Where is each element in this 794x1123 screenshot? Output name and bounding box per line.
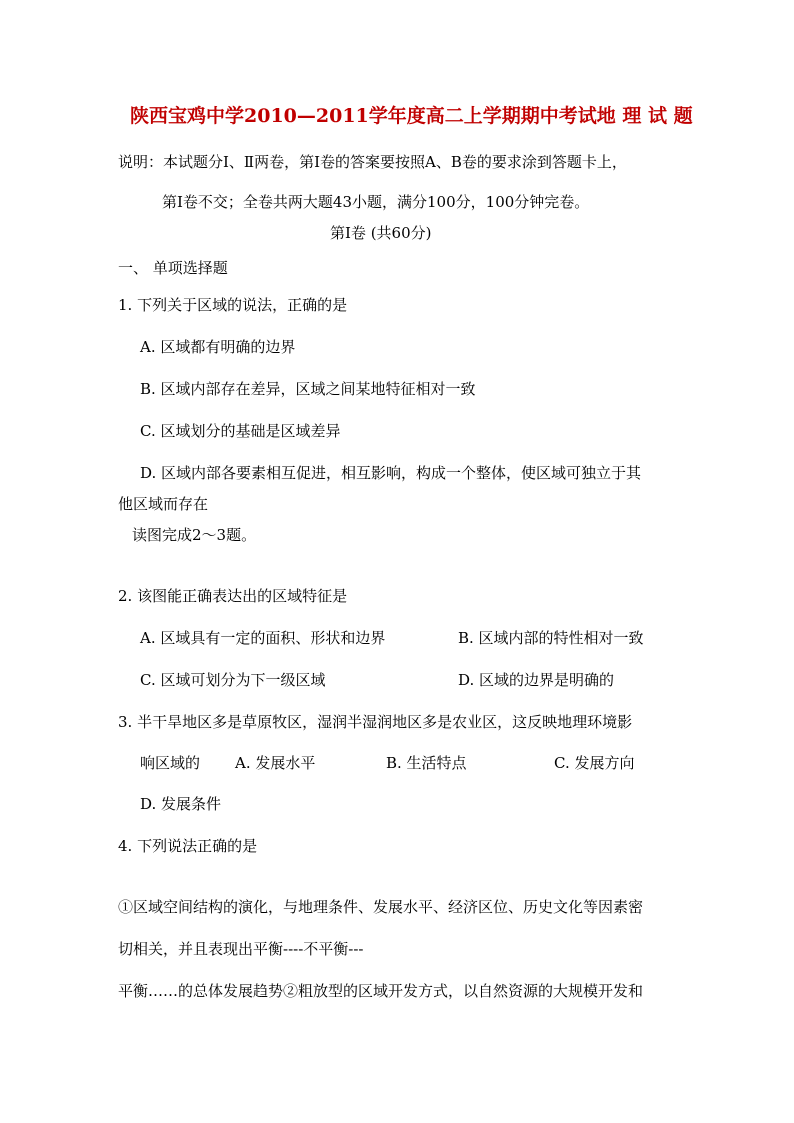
section-title: 第Ⅰ卷 (共60分) <box>330 224 432 242</box>
question-1-option-c: C. 区域划分的基础是区域差异 <box>140 422 341 440</box>
question-3-stem-line-2: 响区域的 <box>140 754 201 772</box>
question-4-paragraph-line-2: 切相关，并且表现出平衡----不平衡--- <box>118 940 364 958</box>
question-3-option-d: D. 发展条件 <box>140 795 222 813</box>
question-4-paragraph-line-1: ①区域空间结构的演化，与地理条件、发展水平、经济区位、历史文化等因素密 <box>118 898 644 916</box>
question-4-paragraph-line-3: 平衡……的总体发展趋势②粗放型的区域开发方式，以自然资源的大规模开发和 <box>118 982 644 1000</box>
question-3-option-a: A. 发展水平 <box>235 754 316 772</box>
question-2-option-b: B. 区域内部的特性相对一致 <box>458 629 644 647</box>
question-2-stem: 2. 该图能正确表达出的区域特征是 <box>118 587 348 605</box>
question-1-option-a: A. 区域都有明确的边界 <box>140 338 296 356</box>
exam-title: 陕西宝鸡中学2010—2011学年度高二上学期期中考试地 理 试 题 <box>130 105 693 127</box>
question-4-stem: 4. 下列说法正确的是 <box>118 837 258 855</box>
read-figure-note: 读图完成2～3题。 <box>132 526 257 544</box>
question-1-option-d-line-1: D. 区域内部各要素相互促进，相互影响，构成一个整体，使区域可独立于其 <box>140 464 642 482</box>
question-3-option-b: B. 生活特点 <box>386 754 467 772</box>
question-2-option-a: A. 区域具有一定的面积、形状和边界 <box>140 629 386 647</box>
instructions-line-1: 说明：本试题分Ⅰ、Ⅱ两卷，第Ⅰ卷的答案要按照A、B卷的要求涂到答题卡上， <box>118 153 627 171</box>
question-3-stem-line-1: 3. 半干旱地区多是草原牧区，湿润半湿润地区多是农业区，这反映地理环境影 <box>118 713 633 731</box>
question-1-option-d-line-2: 他区域而存在 <box>118 495 209 513</box>
instructions-line-2: 第Ⅰ卷不交；全卷共两大题43小题，满分100分，100分钟完卷。 <box>162 193 590 211</box>
question-3-option-c: C. 发展方向 <box>554 754 635 772</box>
part-title: 一、 单项选择题 <box>118 259 228 277</box>
question-2-option-d: D. 区域的边界是明确的 <box>458 671 615 689</box>
question-1-stem: 1. 下列关于区域的说法，正确的是 <box>118 296 348 314</box>
question-1-option-b: B. 区域内部存在差异，区域之间某地特征相对一致 <box>140 380 476 398</box>
question-2-option-c: C. 区域可划分为下一级区域 <box>140 671 326 689</box>
